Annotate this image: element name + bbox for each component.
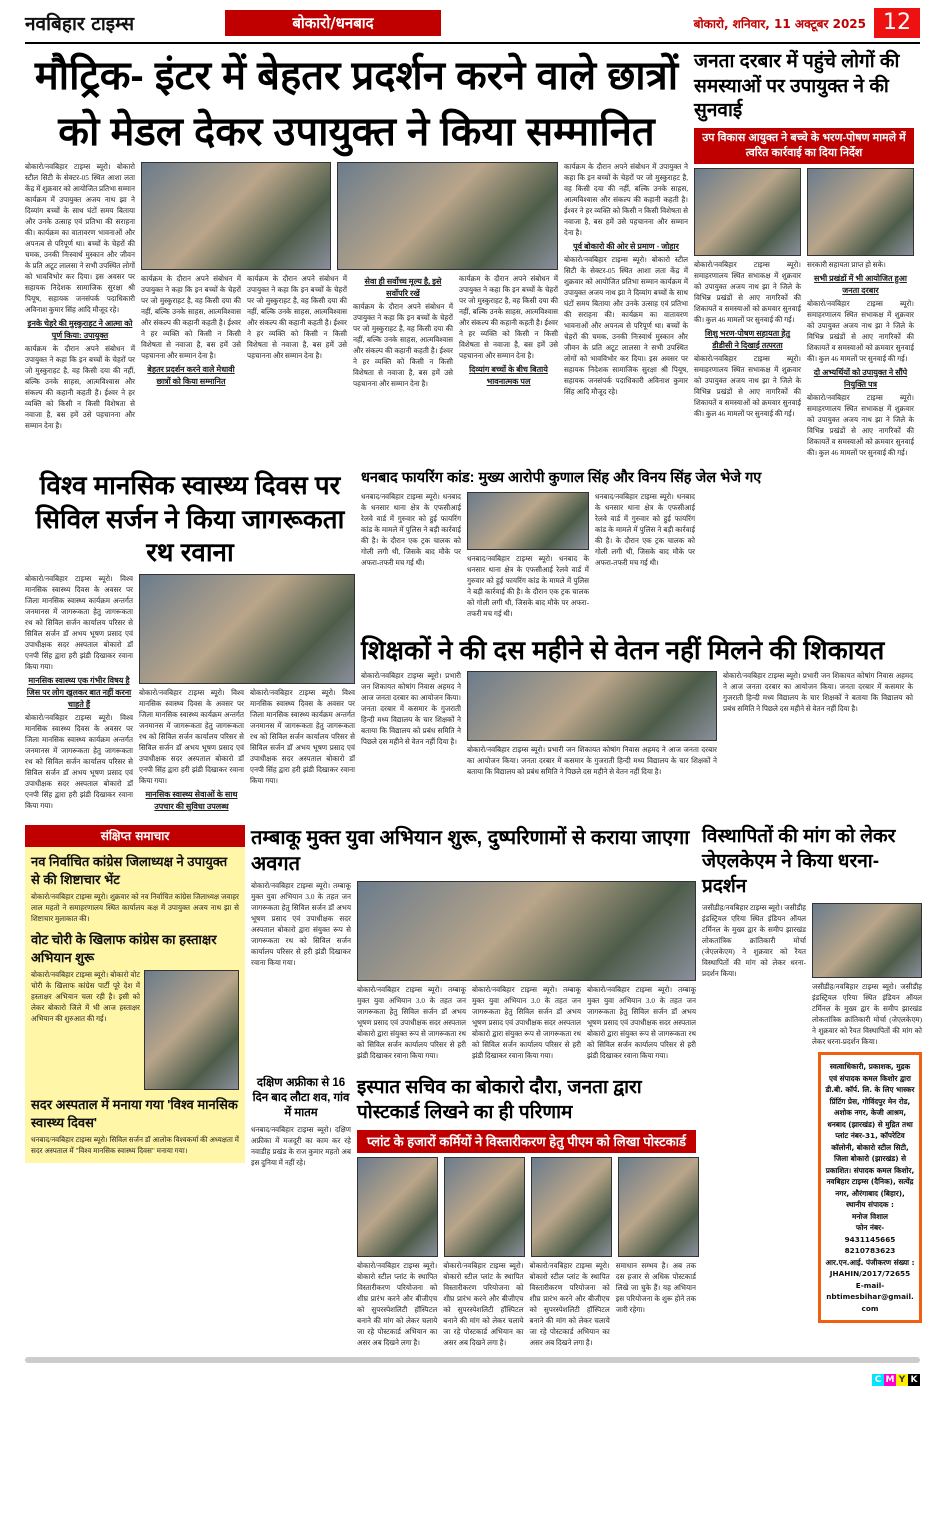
darbar-headline: जनता दरबार में पहुंचे लोगों की समस्याओं पर उपायुक्त ने की सुनवाई (694, 51, 900, 122)
imprint-text: मनोज विशाल (851, 1211, 888, 1221)
teachers-photo (467, 671, 717, 741)
imprint-text: E-mail- (855, 1280, 885, 1290)
imprint-text: स्वत्वाधिकारी, प्रकाशक, मुद्रक एवं संपादक कमल किशोर द्वारा डी.बी. कॉर्प. लि. के लिए भास्कर प्रिंटिंग प्रेस, गोविंदपुर मेन रोड, अशोक नगर, केजी आश्रम, धनबाद (झारखंड) से मुद्रित तथा प्लांट नंबर-31, कॉपरेटिव कॉलोनी, बोकारो स्टील सिटी, जिला बोकारो (झारखंड) से प्रकाशित। संपादक कमल किशोर, नवबिहार टाइम्स (दैनिक), सत्येंद्र नगर, औरंगाबाद (बिहार), (825, 1062, 915, 1198)
firing-body-col3: धनबाद/नवबिहार टाइम्स ब्यूरो। धनबाद के धनसार थाना क्षेत्र के एफसीआई रेलवे वार्ड में गुरुवार को हुई फायरिंग कांड के मामले में पुलिस ने बड़ी कार्रवाई की है। के दौरान एक ट्रक चालक को गोली लगी थी, जिसके बाद मौके पर अफरा-तफरी मच गई थी। (467, 554, 589, 618)
africa-body: धनबाद/नवबिहार टाइम्स ब्यूरो। दक्षिण अफ्रीका में मजदूरी का काम कर रहे नवाडीह प्रखंड के राज कुमार महतो अब इस दुनिया में नहीं रहे। (251, 1125, 351, 1167)
africa-story (251, 1076, 351, 1169)
lead-body-col5: कार्यक्रम के दौरान अपने संबोधन में उपायुक्त ने कहा कि इन बच्चों के चेहरों पर जो मुस्कुराहट है, वह किसी दया की नहीं, बल्कि उनके साहस, आत्मविश्वास और संकल्प की कहानी कहती है। ईश्वर ने हर व्यक्ति को किसी न किसी विशेषता से नवाजा है, बस हमें उसे पहचानना और सम्मान देना है। दिव्यांग बच्चों के बीच बिताये भावनात्मक पल (459, 275, 558, 386)
darbar-strip: उप विकास आयुक्त ने बच्चे के भरण-पोषण मामले में त्वरित कार्रवाई का दिया निर्देश (694, 128, 914, 164)
tobacco-body-col4: बोकारो/नवबिहार टाइम्स ब्यूरो। तम्बाकू मुक्त युवा अभियान 3.0 के तहत जन जागरूकता हेतु सिविल सर्जन डॉ अभय भूषण प्रसाद एवं उपाधीक्षक सदर अस्पताल बोकारो द्वारा संयुक्त रूप से जागरूकता रथ को सिविल सर्जन कार्यालय परिसर से हरी झंडी दिखाकर रवाना किया गया। (587, 986, 696, 1061)
darbar-photo-2 (807, 168, 914, 256)
imprint-text: फोन नंबर- (855, 1223, 885, 1233)
imprint-text: आर.एन.आई. पंजीकरण संख्या : (825, 1257, 915, 1267)
steel-photo-1 (357, 1157, 438, 1257)
page-number: 12 (874, 8, 920, 38)
tobacco-headline: तम्बाकू मुक्त युवा अभियान शुरू, दुष्परिणामों से कराया जाएगा अवगत (251, 827, 690, 876)
page-header (25, 8, 920, 44)
brief-headline: नव निर्वाचित कांग्रेस जिलाध्यक्ष ने उपायुक्त से की शिष्टाचार भेंट (31, 854, 228, 888)
brief-body: बोकारो/नवबिहार टाइम्स ब्यूरो। शुक्रवार को नव निर्वाचित कांग्रेस जिलाध्यक्ष जवाहर लाल महतो ने समाहरणालय स्थित कार्यालय कक्ष में उपायुक्त अजय नाथ झा से शिष्टाचार मुलाकात की। (31, 893, 239, 924)
imprint-box (818, 1052, 922, 1323)
imprint-phone: 9431145665 (844, 1234, 896, 1244)
mental-photo (139, 574, 355, 684)
lead-body-col4: सेवा ही सर्वोच्च मूल्य है, इसे सर्वोपरि रखें कार्यक्रम के दौरान अपने संबोधन में उपायुक्त ने कहा कि इन बच्चों के चेहरों पर जो मुस्कुराहट है, वह किसी दया की नहीं, बल्कि उनके साहस, आत्मविश्वास और संकल्प की कहानी कहती है। ईश्वर ने हर व्यक्ति को किसी न किसी विशेषता से नवाजा है, बस हमें उसे पहचानना और सम्मान देना है। (353, 277, 453, 388)
lead-photo-2 (337, 162, 558, 270)
displaced-photo (812, 903, 922, 978)
black-mark: K (908, 1374, 920, 1386)
steel-body-col2: बोकारो/नवबिहार टाइम्स ब्यूरो। बोकारो स्टील प्लांट के स्थापित विस्तारीकरण परियोजना को शीघ्र प्रारंभ करने और बीजीएच को सुपरस्पेशलिटी हॉस्पिटल बनाने की मांग को लेकर चलाये जा रहे पोस्टकार्ड अभियान का असर अब दिखने लगा है। (443, 1262, 524, 1348)
imprint-phone: 8210783623 (844, 1246, 896, 1256)
mental-body-col3: बोकारो/नवबिहार टाइम्स ब्यूरो। विश्व मानसिक स्वास्थ्य दिवस के अवसर पर जिला मानसिक स्वास्थ्य कार्यक्रम अन्तर्गत जनमानस में जागरूकता हेतु जागरूकता रथ को सिविल सर्जन कार्यालय परिसर से सिविल सर्जन डॉ अभय भूषण प्रसाद एवं उपाधीक्षक सदर अस्पताल बोकारो डॉ एनपी सिंह द्वारा हरी झंडी दिखाकर रवाना किया गया। (250, 689, 355, 786)
section-label: बोकारो/धनबाद (225, 10, 441, 36)
teachers-headline: शिक्षकों ने की दस महीने से वेतन नहीं मिलने की शिकायत (361, 634, 885, 665)
lead-body-col3: कार्यक्रम के दौरान अपने संबोधन में उपायुक्त ने कहा कि इन बच्चों के चेहरों पर जो मुस्कुराहट है, वह किसी दया की नहीं, बल्कि उनके साहस, आत्मविश्वास और संकल्प की कहानी कहती है। ईश्वर ने हर व्यक्ति को किसी न किसी विशेषता से नवाजा है, बस हमें उसे पहचानना और सम्मान देना है। (247, 275, 347, 360)
magenta-mark: M (885, 1375, 895, 1386)
displaced-body-col2: जसीडीह/नवबिहार टाइम्स ब्यूरो। जसीडीह इंडस्ट्रियल एरिया स्थित इंडियन ऑयल टर्मिनल के मुख्य द्वार के समीप झारखंड लोकतांत्रिक क्रांतिकारी मोर्चा (जेएलकेएम) ने शुक्रवार को रैयत विस्थापितों की मांग को लेकर धरना-प्रदर्शन किया। (812, 983, 922, 1047)
brief-headline: वोट चोरी के खिलाफ कांग्रेस का हस्ताक्षर अभियान शुरू (31, 932, 217, 966)
imprint-rni: JHAHIN/2017/72655 (829, 1269, 911, 1279)
lead-body: बोकारो/नवबिहार टाइम्स ब्यूरो। बोकारो स्टील सिटी के सेक्टर-05 स्थित आशा लता केंद्र में शुक्रवार को आयोजित प्रतिभा सम्मान कार्यक्रम में उपायुक्त अजय नाथ झा ने दिव्यांग बच्चों के साथ घंटों समय बिताया और उनके उत्साह एवं प्रतिभा की सराहना की। कार्यक्रम का वातावरण भावनाओं और अपनत्व से परिपूर्ण था। बच्चों के चेहरों की चमक, उनकी निःस्वार्थ मुस्कान और जीवन के प्रति अटूट लालसा ने सभी उपस्थित लोगों को भावविभोर कर दिया। इस अवसर पर सहायक निदेशक सामाजिक सुरक्षा श्री पियूष, सहायक जनसंपर्क पदाधिकारी अविनाश कुमार सिंह आदि मौजूद रहे। इनके चेहरे की मुस्कुराहट ने आत्मा को पूर्ण किया: उपायुक्त कार्यक्रम के दौरान अपने संबोधन में उपायुक्त ने कहा कि इन बच्चों के चेहरों पर जो मुस्कुराहट है, वह किसी दया की नहीं, बल्कि उनके साहस, आत्मविश्वास और संकल्प की कहानी कहती है। ईश्वर ने हर व्यक्ति को किसी न किसी विशेषता से नवाजा है, बस हमें उसे पहचानना और सम्मान देना है। (25, 163, 135, 430)
steel-photo-2 (444, 1157, 525, 1257)
lead-body-col2: कार्यक्रम के दौरान अपने संबोधन में उपायुक्त ने कहा कि इन बच्चों के चेहरों पर जो मुस्कुराहट है, वह किसी दया की नहीं, बल्कि उनके साहस, आत्मविश्वास और संकल्प की कहानी कहती है। ईश्वर ने हर व्यक्ति को किसी न किसी विशेषता से नवाजा है, बस हमें उसे पहचानना और सम्मान देना है। बेहतर प्रदर्शन करने वाले मेधावी छात्रों को किया सम्मानित (141, 275, 241, 386)
brief-body: बोकारो/नवबिहार टाइम्स ब्यूरो। बोकारो वोट चोरी के खिलाफ कांग्रेस पार्टी पूरे देश में हस्ताक्षर अभियान चला रही है। इसी को लेकर बोकारो जिले में भी आज हस्ताक्षर अभियान की शुरुआत की गई। (31, 971, 140, 1024)
steel-photo-4 (618, 1157, 699, 1257)
steel-body: बोकारो/नवबिहार टाइम्स ब्यूरो। बोकारो स्टील प्लांट के स्थापित विस्तारीकरण परियोजना को शीघ्र प्रारंभ करने और बीजीएच को सुपरस्पेशलिटी हॉस्पिटल बनाने की मांग को लेकर चलाये जा रहे पोस्टकार्ड अभियान का असर अब दिखने लगा है। (357, 1262, 438, 1348)
briefs-box (25, 825, 245, 1163)
darbar-body: बोकारो/नवबिहार टाइम्स ब्यूरो। समाहरणालय स्थित सभाकक्ष में शुक्रवार को उपायुक्त अजय नाथ झा ने जिले के विभिन्न प्रखंडों से आए नागरिकों की शिकायतें व समस्याओं को क्रमवार सुनवाई की। कुल 46 मामलों पर सुनवाई की गई। शिशु भरण-पोषण सहायता हेतु डीडीसी ने दिखाई तत्परता बोकारो/नवबिहार टाइम्स ब्यूरो। समाहरणालय स्थित सभाकक्ष में शुक्रवार को उपायुक्त अजय नाथ झा ने जिले के विभिन्न प्रखंडों से आए नागरिकों की शिकायतें व समस्याओं को क्रमवार सुनवाई की। कुल 46 मामलों पर सुनवाई की गई। (694, 260, 801, 418)
row-bottom (25, 825, 920, 1349)
firing-body-col2: धनबाद/नवबिहार टाइम्स ब्यूरो। धनबाद के धनसार थाना क्षेत्र के एफसीआई रेलवे वार्ड में गुरुवार को हुई फायरिंग कांड के मामले में पुलिस ने बड़ी कार्रवाई की है। के दौरान एक ट्रक चालक को गोली लगी थी, जिसके बाद मौके पर अफरा-तफरी मच गई थी। (595, 492, 695, 567)
steel-body-col3: बोकारो/नवबिहार टाइम्स ब्यूरो। बोकारो स्टील प्लांट के स्थापित विस्तारीकरण परियोजना को शीघ्र प्रारंभ करने और बीजीएच को सुपरस्पेशलिटी हॉस्पिटल बनाने की मांग को लेकर चलाये जा रहे पोस्टकार्ड अभियान का असर अब दिखने लगा है। (529, 1262, 610, 1348)
brief-body: धनबाद/नवबिहार टाइम्स ब्यूरो। सिविल सर्जन डॉ आलोक विश्वकर्मा की अध्यक्षता में सदर अस्पताल में "विश्व मानसिक स्वास्थ्य दिवस" मनाया गया। (31, 1136, 239, 1156)
steel-story (357, 1076, 696, 1349)
tobacco-body-col2: बोकारो/नवबिहार टाइम्स ब्यूरो। तम्बाकू मुक्त युवा अभियान 3.0 के तहत जन जागरूकता हेतु सिविल सर्जन डॉ अभय भूषण प्रसाद एवं उपाधीक्षक सदर अस्पताल बोकारो द्वारा संयुक्त रूप से जागरूकता रथ को सिविल सर्जन कार्यालय परिसर से हरी झंडी दिखाकर रवाना किया गया। (357, 986, 466, 1061)
darbar-photo-1 (694, 168, 801, 256)
footer-bar (25, 1357, 920, 1363)
row-lead (25, 50, 920, 459)
issue-date: बोकारो, शनिवार, 11 अक्टूबर 2025 (693, 16, 866, 31)
teachers-body: बोकारो/नवबिहार टाइम्स ब्यूरो। प्रभारी जन शिकायत कोषांग निवास अहमद ने आज जनता दरबार का आयोजन किया। जनता दरबार में कसमार के गुजराती हिन्दी मध्य विद्यालय के चार शिक्षकों ने बताया कि विद्यालय को प्रबंध समिति ने पिछले दस महीने से वेतन नहीं दिया है। (361, 672, 461, 747)
lead-photo-1 (141, 162, 331, 270)
lead-story (25, 50, 688, 432)
mental-body-col2: बोकारो/नवबिहार टाइम्स ब्यूरो। विश्व मानसिक स्वास्थ्य दिवस के अवसर पर जिला मानसिक स्वास्थ्य कार्यक्रम अन्तर्गत जनमानस में जागरूकता हेतु जागरूकता रथ को सिविल सर्जन कार्यालय परिसर से सिविल सर्जन डॉ अभय भूषण प्रसाद एवं उपाधीक्षक सदर अस्पताल बोकारो डॉ एनपी सिंह द्वारा हरी झंडी दिखाकर रवाना किया गया। मानसिक स्वास्थ्य सेवाओं के साथ उपचार की सुविधा उपलब्ध (139, 689, 244, 812)
firing-headline: धनबाद फायरिंग कांड: मुख्य आरोपी कुणाल सिंह और विनय सिंह जेल भेजे गए (361, 469, 762, 486)
darbar-body-col2: सरकारी सहायता प्राप्त हो सके। सभी प्रखंडों में भी आयोजित हुआ जनता दरबार बोकारो/नवबिहार टाइम्स ब्यूरो। समाहरणालय स्थित सभाकक्ष में शुक्रवार को उपायुक्त अजय नाथ झा ने जिले के विभिन्न प्रखंडों से आए नागरिकों की शिकायतें व समस्याओं को क्रमवार सुनवाई की। कुल 46 मामलों पर सुनवाई की गई। दो अभ्यर्थियों को उपायुक्त ने सौंपे नियुक्ति पत्र बोकारो/नवबिहार टाइम्स ब्यूरो। समाहरणालय स्थित सभाकक्ष में शुक्रवार को उपायुक्त अजय नाथ झा ने जिले के विभिन्न प्रखंडों से आए नागरिकों की शिकायतें व समस्याओं को क्रमवार सुनवाई की। कुल 46 मामलों पर सुनवाई की गई। (807, 260, 914, 457)
brief-photo (144, 970, 239, 1090)
imprint-text: स्थानीय संपादक : (846, 1200, 894, 1210)
cmyk-marks (25, 1367, 920, 1386)
lead-headline-2: को मेडल देकर उपायुक्त ने किया सम्मानित (58, 110, 655, 154)
brief-headline: सदर अस्पताल में मनाया गया 'विश्व मानसिक स्वास्थ्य दिवस' (31, 1097, 238, 1131)
lead-body-col6: कार्यक्रम के दौरान अपने संबोधन में उपायुक्त ने कहा कि इन बच्चों के चेहरों पर जो मुस्कुराहट है, वह किसी दया की नहीं, बल्कि उनके साहस, आत्मविश्वास और संकल्प की कहानी कहती है। ईश्वर ने हर व्यक्ति को किसी न किसी विशेषता से नवाजा है, बस हमें उसे पहचानना और सम्मान देना है। पूर्व बोकारो की ओर से प्रमाण - जोहार बोकारो/नवबिहार टाइम्स ब्यूरो। बोकारो स्टील सिटी के सेक्टर-05 स्थित आशा लता केंद्र में शुक्रवार को आयोजित प्रतिभा सम्मान कार्यक्रम में उपायुक्त अजय नाथ झा ने दिव्यांग बच्चों के साथ घंटों समय बिताया और उनके उत्साह एवं प्रतिभा की सराहना की। कार्यक्रम का वातावरण भावनाओं और अपनत्व से परिपूर्ण था। बच्चों के चेहरों की चमक, उनकी निःस्वार्थ मुस्कान और जीवन के प्रति अटूट लालसा ने सभी उपस्थित लोगों को भावविभोर कर दिया। इस अवसर पर सहायक निदेशक सामाजिक सुरक्षा श्री पियूष, सहायक जनसंपर्क पदाधिकारी अविनाश कुमार सिंह आदि मौजूद रहे। (564, 163, 688, 396)
cyan-mark: C (872, 1374, 884, 1386)
steel-headline: इस्पात सचिव का बोकारो दौरा, जनता द्वारा पोस्टकार्ड लिखने का ही परिणाम (357, 1077, 642, 1123)
steel-photo-3 (531, 1157, 612, 1257)
teachers-body-col3: बोकारो/नवबिहार टाइम्स ब्यूरो। प्रभारी जन शिकायत कोषांग निवास अहमद ने आज जनता दरबार का आयोजन किया। जनता दरबार में कसमार के गुजराती हिन्दी मध्य विद्यालय के चार शिक्षकों ने बताया कि विद्यालय को प्रबंध समिति ने पिछले दस महीने से वेतन नहीं दिया है। (723, 672, 913, 714)
masthead: नवबिहार टाइम्स (25, 13, 135, 35)
yellow-mark: Y (896, 1374, 908, 1386)
firing-photo (467, 492, 589, 550)
briefs-title: संक्षिप्त समाचार (25, 825, 245, 847)
teachers-body-col2: बोकारो/नवबिहार टाइम्स ब्यूरो। प्रभारी जन शिकायत कोषांग निवास अहमद ने आज जनता दरबार का आयोजन किया। जनता दरबार में कसमार के गुजराती हिन्दी मध्य विद्यालय के चार शिक्षकों ने बताया कि विद्यालय को प्रबंध समिति ने पिछले दस महीने से वेतन नहीं दिया है। (467, 746, 717, 777)
firing-body: धनबाद/नवबिहार टाइम्स ब्यूरो। धनबाद के धनसार थाना क्षेत्र के एफसीआई रेलवे वार्ड में गुरुवार को हुई फायरिंग कांड के मामले में पुलिस ने बड़ी कार्रवाई की है। के दौरान एक ट्रक चालक को गोली लगी थी, जिसके बाद मौके पर अफरा-तफरी मच गई थी। (361, 492, 461, 567)
tobacco-body: बोकारो/नवबिहार टाइम्स ब्यूरो। तम्बाकू मुक्त युवा अभियान 3.0 के तहत जन जागरूकता हेतु सिविल सर्जन डॉ अभय भूषण प्रसाद एवं उपाधीक्षक सदर अस्पताल बोकारो द्वारा संयुक्त रूप से जागरूकता रथ को सिविल सर्जन कार्यालय परिसर से हरी झंडी दिखाकर रवाना किया गया। (251, 882, 351, 968)
africa-headline: दक्षिण अफ्रीका से 16 दिन बाद लौटा शव, गांव में मातम (252, 1077, 350, 1120)
middle-right (361, 469, 914, 779)
center-bottom (251, 825, 696, 1349)
lead-headline-1: मौट्रिक- इंटर में बेहतर प्रदर्शन करने वाले छात्रों (34, 54, 679, 98)
imprint-email: nbtimesbihar@gmail.com (826, 1292, 914, 1313)
tobacco-body-col3: बोकारो/नवबिहार टाइम्स ब्यूरो। तम्बाकू मुक्त युवा अभियान 3.0 के तहत जन जागरूकता हेतु सिविल सर्जन डॉ अभय भूषण प्रसाद एवं उपाधीक्षक सदर अस्पताल बोकारो द्वारा संयुक्त रूप से जागरूकता रथ को सिविल सर्जन कार्यालय परिसर से हरी झंडी दिखाकर रवाना किया गया। (472, 986, 581, 1061)
displaced-body: जसीडीह/नवबिहार टाइम्स ब्यूरो। जसीडीह इंडस्ट्रियल एरिया स्थित इंडियन ऑयल टर्मिनल के मुख्य द्वार के समीप झारखंड लोकतांत्रिक क्रांतिकारी मोर्चा (जेएलकेएम) ने शुक्रवार को रैयत विस्थापितों की मांग को लेकर धरना-प्रदर्शन किया। (702, 904, 806, 979)
mental-story (25, 469, 355, 815)
mental-body: बोकारो/नवबिहार टाइम्स ब्यूरो। विश्व मानसिक स्वास्थ्य दिवस के अवसर पर जिला मानसिक स्वास्थ्य कार्यक्रम अन्तर्गत जनमानस में जागरूकता हेतु जागरूकता रथ को सिविल सर्जन कार्यालय परिसर से सिविल सर्जन डॉ अभय भूषण प्रसाद एवं उपाधीक्षक सदर अस्पताल बोकारो डॉ एनपी सिंह द्वारा हरी झंडी दिखाकर रवाना किया गया। मानसिक स्वास्थ्य एक गंभीर विषय है जिस पर लोग खुलकर बात नहीं करना चाहते हैं बोकारो/नवबिहार टाइम्स ब्यूरो। विश्व मानसिक स्वास्थ्य दिवस के अवसर पर जिला मानसिक स्वास्थ्य कार्यक्रम अन्तर्गत जनमानस में जागरूकता हेतु जागरूकता रथ को सिविल सर्जन कार्यालय परिसर से सिविल सर्जन डॉ अभय भूषण प्रसाद एवं उपाधीक्षक सदर अस्पताल बोकारो डॉ एनपी सिंह द्वारा हरी झंडी दिखाकर रवाना किया गया। (25, 575, 133, 811)
mental-headline: विश्व मानसिक स्वास्थ्य दिवस पर सिविल सर्जन ने किया जागरूकता रथ रवाना (35, 469, 345, 568)
darbar-story (694, 50, 914, 459)
steel-strip: प्लांट के हजारों कर्मियों ने विस्तारीकरण हेतु पीएम को लिखा पोस्टकार्ड (357, 1130, 696, 1154)
displaced-headline: विस्थापितों की मांग को लेकर जेएलकेएम ने किया धरना-प्रदर्शन (702, 826, 896, 897)
tobacco-photo (357, 881, 696, 981)
row-middle (25, 469, 920, 815)
steel-body-col4: समाधान सम्भव है। अब तक दस हजार से अधिक पोस्टकार्ड लिखे जा चुके हैं। यह अभियान इस परियोजना के शुरू होने तक जारी रहेगा। (615, 1262, 696, 1315)
displaced-story (702, 825, 922, 1323)
